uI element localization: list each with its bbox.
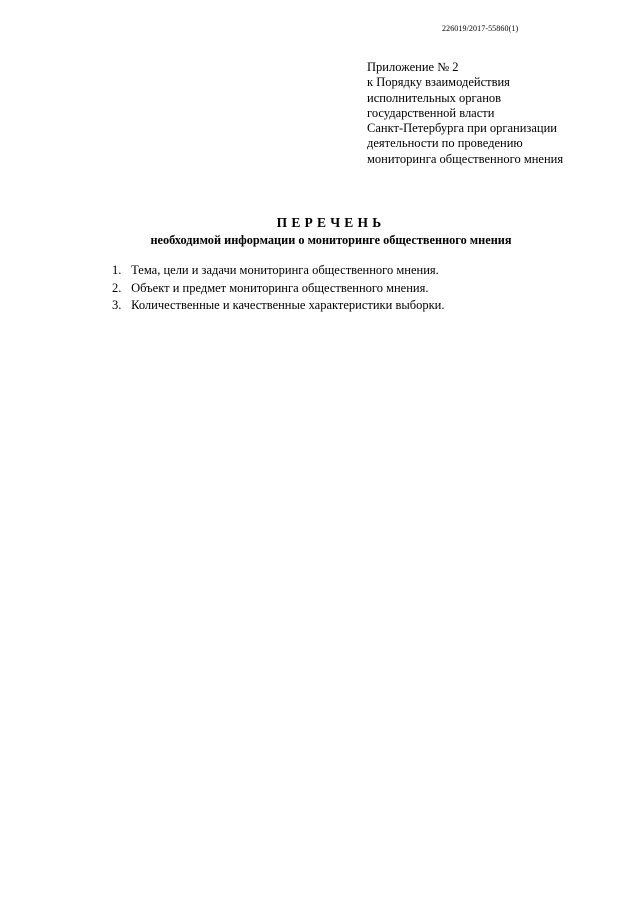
list-item xyxy=(112,280,445,298)
list-item-text: Тема, цели и задачи мониторинга общественного мнения. xyxy=(131,263,439,277)
document-title: ПЕРЕЧЕНЬ xyxy=(276,215,386,230)
appendix-line: мониторинга общественного мнения xyxy=(367,151,564,166)
list-item xyxy=(112,262,445,280)
list-item-text: Объект и предмет мониторинга общественного мнения. xyxy=(131,280,429,295)
appendix-line: к Порядку взаимодействия xyxy=(367,75,510,90)
appendix-line: деятельности по проведению xyxy=(367,136,523,151)
information-list xyxy=(112,262,445,315)
list-item-number: 2. xyxy=(112,280,122,295)
appendix-line: исполнительных органов xyxy=(367,90,502,105)
list-item-number: 1. xyxy=(112,263,122,277)
list-item xyxy=(112,297,445,315)
appendix-line: государственной власти xyxy=(367,105,495,120)
document-subtitle: необходимой информации о мониторинге общественного мнения xyxy=(150,233,512,247)
list-item-number: 3. xyxy=(112,298,122,312)
appendix-line: Санкт-Петербурга при организации xyxy=(367,121,557,136)
document-registration-number: 226019/2017-55860(1) xyxy=(442,24,519,33)
appendix-line: Приложение № 2 xyxy=(367,60,459,74)
appendix-header xyxy=(367,60,627,167)
list-item-text: Количественные и качественные характеристики выборки. xyxy=(131,298,445,312)
